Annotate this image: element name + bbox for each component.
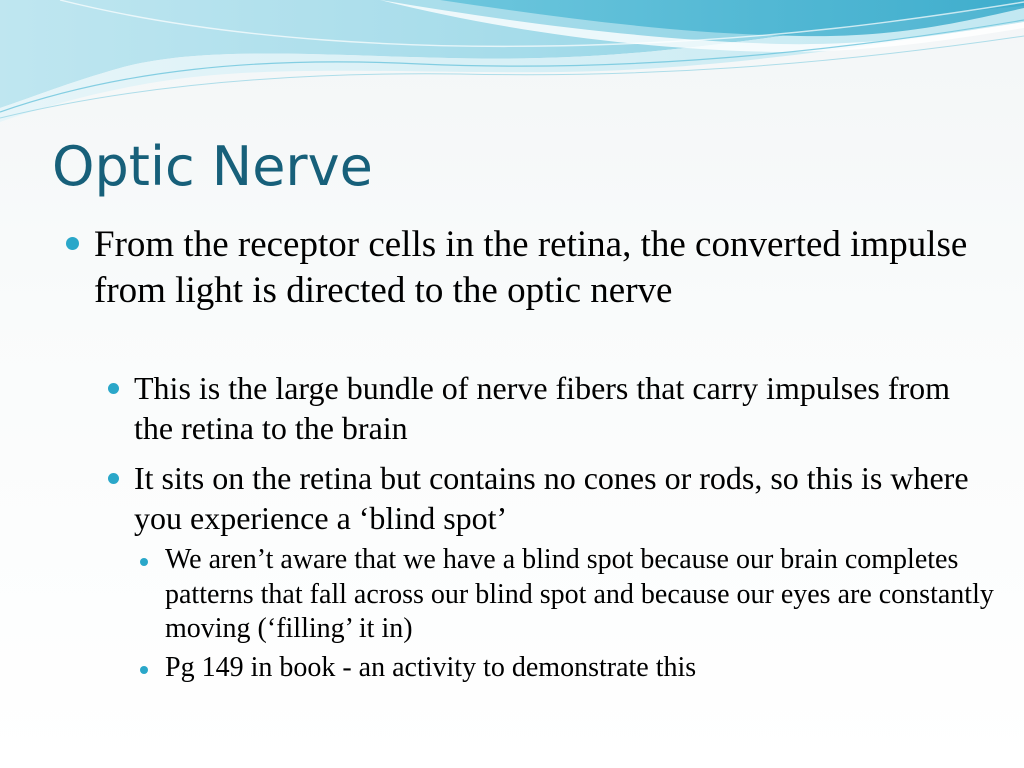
wave-header-graphic bbox=[0, 0, 1024, 130]
bullet-text: From the receptor cells in the retina, the converted impulse from light is directed to the optic nerve bbox=[94, 224, 968, 311]
bullet-dot-icon bbox=[140, 666, 148, 674]
bullet-level3 bbox=[165, 543, 995, 647]
bullet-dot-icon bbox=[108, 473, 119, 484]
bullet-dot-icon bbox=[108, 383, 119, 394]
bullet-level3 bbox=[165, 651, 995, 686]
bullet-dot-icon bbox=[140, 558, 148, 566]
slide-title: Optic Nerve bbox=[52, 135, 373, 198]
bullet-text: It sits on the retina but contains no cones or rods, so this is where you experience a ‘blind spot’ bbox=[134, 460, 969, 536]
bullet-text: Pg 149 in book - an activity to demonstrate this bbox=[165, 652, 697, 683]
bullet-text: This is the large bundle of nerve fibers that carry impulses from the retina to the brain bbox=[134, 370, 951, 446]
bullet-level2 bbox=[134, 458, 994, 538]
bullet-text: We aren’t aware that we have a blind spot because our brain completes patterns that fall across our blind spot and because our eyes are constantly moving (‘filling’ it in) bbox=[165, 544, 994, 644]
bullet-level1 bbox=[94, 222, 974, 314]
bullet-level2 bbox=[134, 368, 994, 448]
bullet-dot-icon bbox=[66, 237, 79, 250]
